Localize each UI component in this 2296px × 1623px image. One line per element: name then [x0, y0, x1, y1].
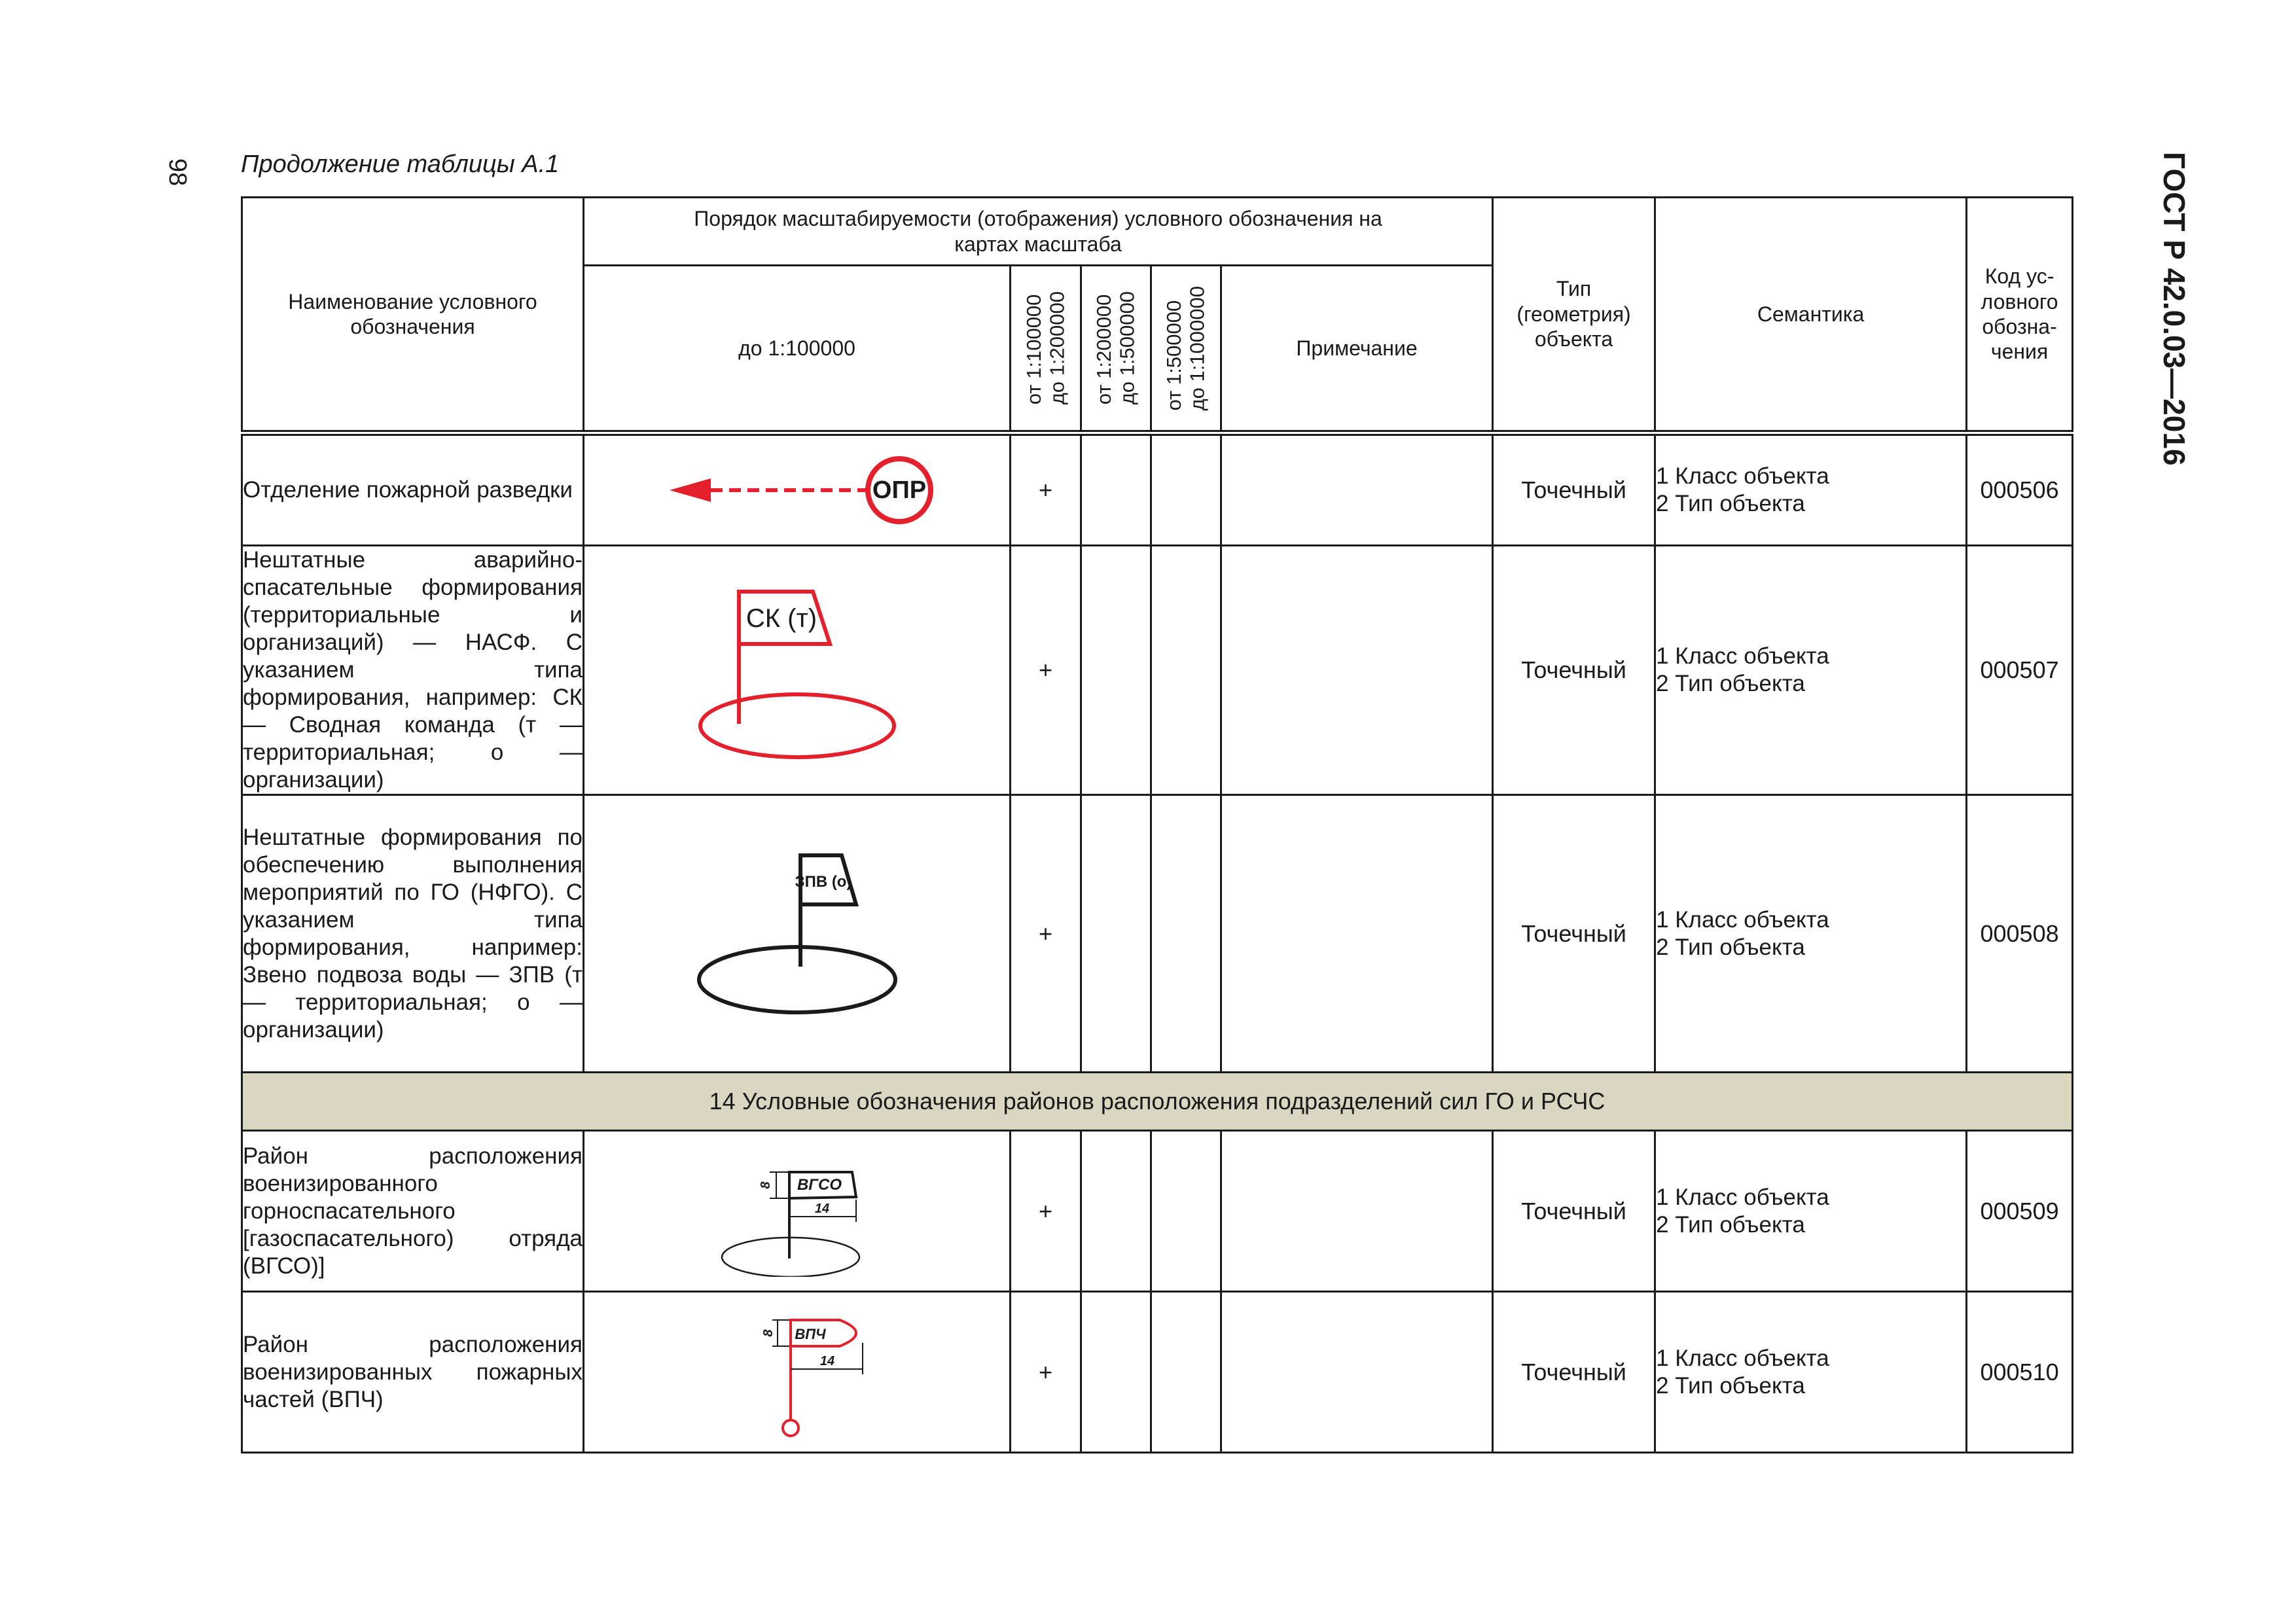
- semantics: 1 Класс объекта 2 Тип объекта: [1655, 1292, 1967, 1453]
- svg-text:14: 14: [814, 1201, 829, 1216]
- svg-text:14: 14: [819, 1353, 834, 1368]
- header-scale-3: от 1:500000 до 1:1000000: [1151, 266, 1221, 433]
- geometry-type: Точечный: [1493, 1292, 1655, 1453]
- symbol-vgso: [584, 1131, 1011, 1292]
- section-title: 14 Условные обозначения районов расположения подразделений сил ГО и РСЧС: [242, 1073, 2073, 1131]
- table-continuation-title: Продолжение таблицы А.1: [241, 151, 560, 178]
- page-number: 98: [164, 158, 191, 187]
- semantics: 1 Класс объекта 2 Тип объекта: [1655, 1131, 1967, 1292]
- svg-text:8: 8: [758, 1181, 773, 1189]
- table-row: [242, 546, 2073, 795]
- symbol-code: 000509: [1967, 1131, 2073, 1292]
- symbol-nfgo: [584, 795, 1011, 1073]
- semantics: 1 Класс объекта 2 Тип объекта: [1655, 433, 1967, 546]
- scale-mark: +: [1011, 795, 1081, 1073]
- vpch-flag-symbol-icon: [712, 1304, 882, 1441]
- header-scale-upto: до 1:100000: [584, 266, 1011, 433]
- scale-mark: +: [1011, 433, 1081, 546]
- nasf-flag-symbol-icon: [686, 572, 908, 768]
- geometry-type: Точечный: [1493, 795, 1655, 1073]
- symbol-nasf: [584, 546, 1011, 795]
- header-geometry-type: Тип (геометрия) объекта: [1493, 198, 1655, 433]
- svg-text:ВГСО: ВГСО: [797, 1175, 842, 1194]
- svg-text:8: 8: [761, 1329, 776, 1337]
- table-row: [242, 1292, 2073, 1453]
- header-semantics: Семантика: [1655, 198, 1967, 433]
- row-name: Нештатные формирования по обеспечению выполнения мероприятий по ГО (НФГО). С указанием типа формирования, например: Звено подвоза воды — ЗПВ (т — территориальная; о — организации): [242, 795, 584, 1073]
- header-scale-2: от 1:200000 до 1:500000: [1081, 266, 1151, 433]
- geometry-type: Точечный: [1493, 433, 1655, 546]
- table-row: [242, 433, 2073, 546]
- header-note: Примечание: [1221, 266, 1493, 433]
- svg-text:ВПЧ: ВПЧ: [794, 1325, 826, 1342]
- semantics: 1 Класс объекта 2 Тип объекта: [1655, 546, 1967, 795]
- header-scale-1: от 1:100000 до 1:200000: [1011, 266, 1081, 433]
- geometry-type: Точечный: [1493, 546, 1655, 795]
- standard-label: ГОСТ Р 42.0.03—2016: [2157, 152, 2191, 466]
- vgso-flag-symbol-icon: [712, 1146, 882, 1277]
- symbol-code: 000508: [1967, 795, 2073, 1073]
- symbol-code: 000507: [1967, 546, 2073, 795]
- table-row: [242, 1131, 2073, 1292]
- svg-text:ОПР: ОПР: [872, 476, 926, 504]
- row-name: Район расположения военизированных пожарных частей (ВПЧ): [242, 1292, 584, 1453]
- svg-text:СК (т): СК (т): [745, 604, 817, 633]
- header-name: Наименование условного обозначения: [242, 198, 584, 433]
- nfgo-flag-symbol-icon: [686, 836, 908, 1032]
- fire-recon-symbol-icon: [660, 451, 935, 529]
- symbol-fire-recon: [584, 433, 1011, 546]
- scale-mark: +: [1011, 1131, 1081, 1292]
- geometry-type: Точечный: [1493, 1131, 1655, 1292]
- symbol-code: 000510: [1967, 1292, 2073, 1453]
- row-name: Отделение пожарной разведки: [242, 433, 584, 546]
- row-name: Район расположения военизированного горноспасательного [газоспасательного) отряда (ВГСО)]: [242, 1131, 584, 1292]
- section-row: [242, 1073, 2073, 1131]
- semantics: 1 Класс объекта 2 Тип объекта: [1655, 795, 1967, 1073]
- scale-mark: +: [1011, 546, 1081, 795]
- header-scaling-group: Порядок масштабируемости (отображения) условного обозначения на картах масштаба: [584, 198, 1493, 266]
- header-code: Код ус-ловного обозна-чения: [1967, 198, 2073, 433]
- symbol-code: 000506: [1967, 433, 2073, 546]
- svg-text:ЗПВ (о): ЗПВ (о): [795, 872, 852, 891]
- symbol-vpch: [584, 1292, 1011, 1453]
- table-row: [242, 795, 2073, 1073]
- row-name: Нештатные аварийно-спасательные формирования (территориальные и организаций) — НАСФ. С указанием типа формирования, например: СК — Сводная команда (т — территориальная; о — организации): [242, 546, 584, 795]
- scale-mark: +: [1011, 1292, 1081, 1453]
- symbols-table: [241, 196, 2073, 1454]
